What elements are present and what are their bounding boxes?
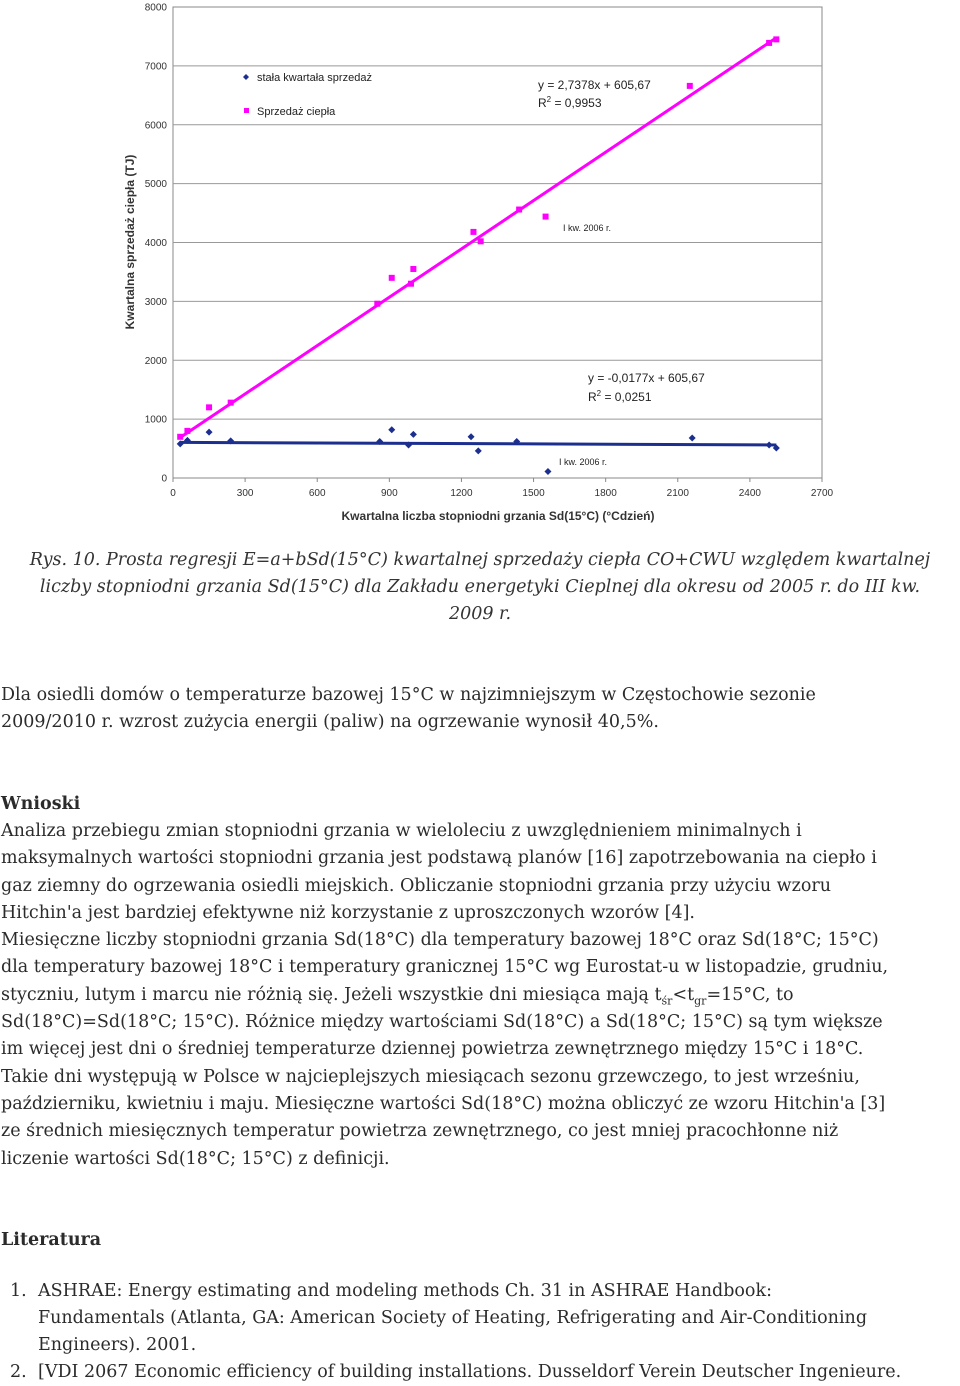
y-tick-label: 6000: [144, 120, 167, 132]
x-tick-label: 1800: [594, 488, 617, 499]
y-tick-label: 7000: [144, 61, 167, 73]
caption-line: Rys. 10. Prosta regresji E=a+bSd(15°C) kwartalnej sprzedaży ciepła CO+CWU względem kwartalnej: [29, 550, 931, 570]
trend-equation-bottom: y = -0,0177x + 605,67: [588, 371, 705, 385]
point-sprzedaz-ciepla: [389, 275, 395, 281]
legend-label-series-2: Sprzedaż ciepła: [257, 106, 336, 118]
x-tick-label: 300: [236, 488, 254, 499]
intro-paragraph: [1, 682, 951, 736]
annotation-kw-bottom: I kw. 2006 r.: [559, 457, 608, 467]
x-tick-label: 1200: [450, 488, 473, 499]
x-tick-label: 2100: [666, 488, 689, 499]
point-sprzedaz-ciepla: [516, 207, 522, 213]
paragraph-line: ze średnich miesięcznych temperatur powietrza zewnętrznego, co jest mniej pracochłonne niż: [1, 1121, 839, 1142]
legend-marker-square: [244, 108, 249, 113]
annotation-kw-top: I kw. 2006 r.: [563, 223, 612, 233]
paragraph-line: Analiza przebiegu zmian stopniodni grzania w wieloleciu z uwzględnieniem minimalnych i: [1, 821, 802, 841]
x-tick-label: 0: [170, 488, 176, 499]
paragraph-line: gaz ziemny do ogrzewania osiedli miejskich. Obliczanie stopniodni grzania przy użyciu wzoru: [1, 875, 832, 896]
reference-item: [0, 1359, 960, 1386]
point-sprzedaz-ciepla: [184, 428, 190, 434]
y-tick-label: 1000: [144, 414, 167, 426]
reference-number: 1.: [10, 1281, 27, 1301]
wnioski-body: [1, 818, 956, 1173]
section-heading-literatura: Literatura: [1, 1230, 102, 1250]
y-tick-label: 0: [161, 473, 167, 485]
section-heading-wnioski: Wnioski: [1, 794, 81, 814]
x-tick-label: 1500: [522, 488, 545, 499]
x-tick-label: 600: [308, 488, 326, 499]
paragraph-line: Takie dni występują w Polsce w najcieplejszych miesiącach sezonu grzewczego, to jest wrześniu,: [1, 1066, 860, 1087]
reference-line: Engineers). 2001.: [38, 1335, 197, 1355]
paragraph-line: Hitchin'a jest bardziej efektywne niż korzystanie z uproszczonych wzorów [4].: [1, 902, 695, 923]
point-sprzedaz-ciepla: [543, 214, 549, 220]
reference-list: [0, 1278, 960, 1386]
paragraph-line: październiku, kwietniu i maju. Miesięczne wartości Sd(18°C) można obliczyć ze wzoru Hitchin'a [3]: [1, 1093, 886, 1114]
paragraph-line: Dla osiedli domów o temperaturze bazowej 15°C w najzimniejszym w Częstochowie sezonie: [1, 685, 816, 705]
regression-chart: [110, 0, 840, 530]
y-tick-label: 4000: [144, 238, 167, 249]
y-tick-labels: [145, 3, 168, 485]
y-tick-label: 8000: [144, 2, 167, 14]
reference-item: [0, 1278, 960, 1359]
reference-number: 2.: [10, 1362, 27, 1382]
point-sprzedaz-ciepla: [773, 36, 779, 42]
subscript: śr: [661, 994, 673, 1008]
reference-line: Fundamentals (Atlanta, GA: American Society of Heating, Refrigerating and Air-Conditioning: [38, 1308, 868, 1328]
x-tick-label: 2700: [810, 488, 834, 499]
reference-line: [VDI 2067 Economic efficiency of building installations. Dusseldorf Verein Deutscher Ingenieure.: [38, 1362, 902, 1382]
paragraph-line: 2009/2010 r. wzrost zużycia energii (paliw) na ogrzewanie wynosił 40,5%.: [1, 712, 659, 732]
x-tick-labels: [170, 488, 833, 499]
r-squared-bottom: $R^2 = 0,0251$: [588, 389, 652, 404]
trend-equation-top: y = 2,7378x + 605,67: [538, 78, 651, 92]
y-tick-label: 2000: [144, 355, 167, 367]
point-sprzedaz-ciepla: [177, 434, 183, 440]
x-tick-label: 2400: [738, 488, 762, 499]
caption-line: liczby stopniodni grzania Sd(15°C) dla Zakładu energetyki Cieplnej dla okresu od 2005 r. do III kw.: [39, 577, 921, 597]
point-sprzedaz-ciepla: [478, 238, 484, 244]
paragraph-line: liczenie wartości Sd(18°C; 15°C) z definicji.: [1, 1148, 390, 1169]
point-sprzedaz-ciepla: [410, 266, 416, 272]
paragraph-line: styczniu, lutym i marcu nie różnią się. Jeżeli wszystkie dni miesiąca mają $t_{śr}<t_{gr}=15^\circ C$, to: [1, 984, 794, 1008]
x-axis-label: Kwartalna liczba stopniodni grzania Sd(15°C) (°Cdzień): [341, 509, 655, 523]
y-axis-label: Kwartalna sprzedaż ciepła (TJ): [123, 154, 137, 330]
point-sprzedaz-ciepla: [206, 404, 212, 410]
y-tick-label: 5000: [144, 179, 167, 191]
caption-line: 2009 r.: [448, 604, 512, 624]
point-sprzedaz-ciepla: [766, 40, 772, 46]
point-sprzedaz-ciepla: [374, 301, 380, 307]
point-sprzedaz-ciepla: [687, 83, 693, 89]
r-squared-top: $R^2 = 0,9953$: [538, 95, 602, 110]
legend-label-series-1: stała kwartała sprzedaż: [257, 72, 372, 84]
paragraph-line: Sd(18°C)=Sd(18°C; 15°C). Różnice między wartościami Sd(18°C) a Sd(18°C; 15°C) są tym większe: [1, 1012, 883, 1033]
point-sprzedaz-ciepla: [470, 229, 476, 235]
point-sprzedaz-ciepla: [228, 400, 234, 406]
reference-line: ASHRAE: Energy estimating and modeling methods Ch. 31 in ASHRAE Handbook:: [38, 1281, 772, 1301]
point-sprzedaz-ciepla: [408, 281, 414, 287]
x-tick-label: 900: [380, 488, 398, 499]
paragraph-line: dla temperatury bazowej 18°C i temperatury granicznej 15°C wg Eurostat-u w listopadzie, grudniu,: [1, 957, 889, 978]
y-tick-label: 3000: [144, 296, 167, 308]
paragraph-line: Miesięczne liczby stopniodni grzania Sd(18°C) dla temperatury bazowej 18°C oraz Sd(18°C; 15°C): [1, 930, 879, 951]
paragraph-line: im więcej jest dni o średniej temperaturze dziennej powietrza zewnętrznego między 15°C i 18°C.: [1, 1039, 864, 1060]
paragraph-line: maksymalnych wartości stopniodni grzania jest podstawą planów [16] zapotrzebowania na ciepło i: [1, 848, 877, 869]
subscript: gr: [694, 994, 707, 1008]
figure-caption: [0, 547, 960, 628]
